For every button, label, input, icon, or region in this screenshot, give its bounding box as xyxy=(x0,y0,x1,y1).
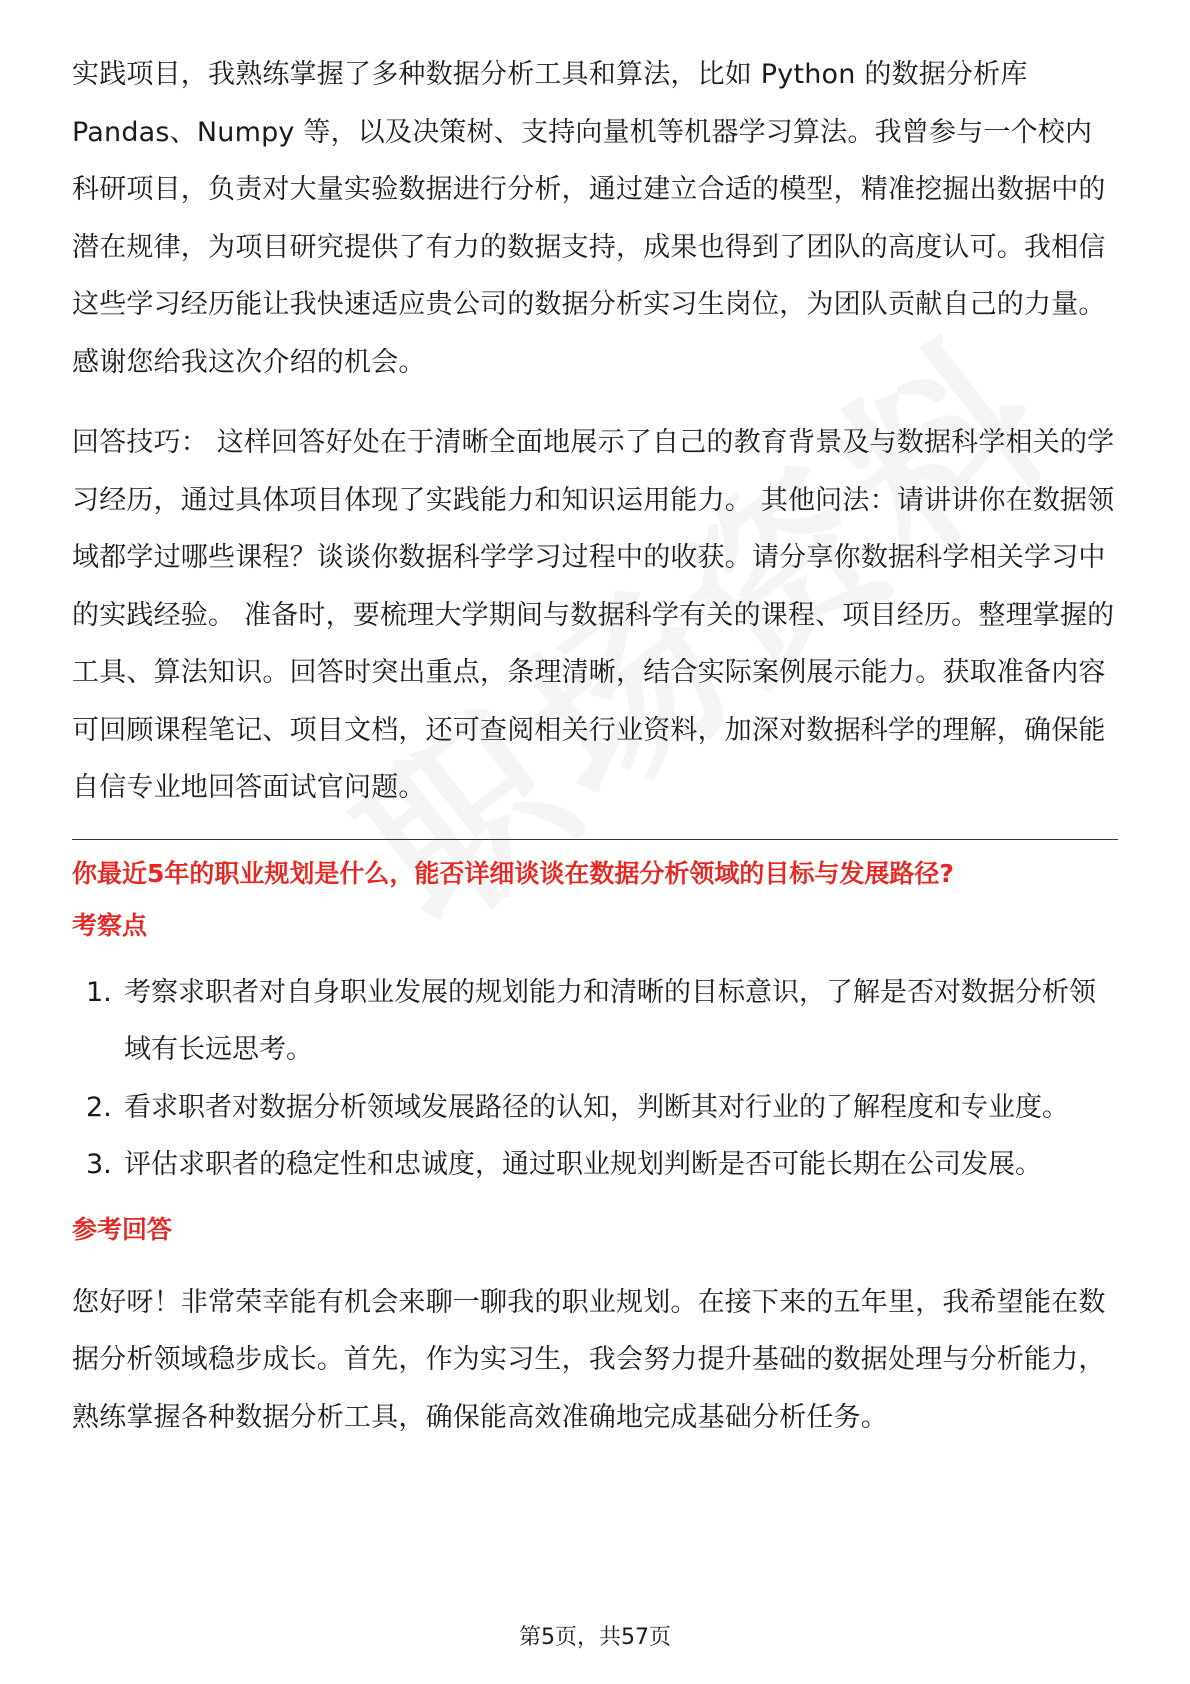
list-item xyxy=(72,1136,1118,1194)
list-item-text: 评估求职者的稳定性和忠诚度，通过职业规划判断是否可能长期在公司发展。 xyxy=(124,1149,1042,1180)
document-page xyxy=(72,46,1118,1446)
reference-answer-paragraph: 您好呀！非常荣幸能有机会来聊一聊我的职业规划。在接下来的五年里，我希望能在数据分析领域稳步成长。首先，作为实习生，我会努力提升基础的数据处理与分析能力，熟练掌握各种数据分析工具，确保能高效准确地完成基础分析任务。 xyxy=(72,1286,1106,1433)
list-item-number: 2. xyxy=(86,1091,112,1123)
list-item-text: 考察求职者对自身职业发展的规划能力和清晰的目标意识，了解是否对数据分析领域有长远思考。 xyxy=(124,976,1096,1065)
list-item-number: 1. xyxy=(86,976,112,1008)
section-divider xyxy=(72,839,1118,840)
assessment-heading: 考察点 xyxy=(72,910,148,940)
list-item-text: 看求职者对数据分析领域发展路径的认知，判断其对行业的了解程度和专业度。 xyxy=(124,1091,1069,1123)
reference-answer-heading: 参考回答 xyxy=(72,1214,173,1244)
assessment-points-list xyxy=(72,964,1118,1194)
list-item-number: 3. xyxy=(86,1149,112,1180)
list-item xyxy=(72,964,1118,1079)
list-item xyxy=(72,1079,1118,1137)
intro-paragraph: 实践项目，我熟练掌握了多种数据分析工具和算法，比如 Python 的数据分析库 Pandas、Numpy 等，以及决策树、支持向量机等机器学习算法。我曾参与一个校内科研项目，负责对大量实验数据进行分析，通过建立合适的模型，精准挖掘出数据中的潜在规律，为项目研究提供了有力的数据支持，成果也得到了团队的高度认可。我相信这些学习经历能让我快速适应贵公司的数据分析实习生岗位，为团队贡献自己的力量。感谢您给我这次介绍的机会。 xyxy=(72,59,1106,378)
question-title: 你最近5年的职业规划是什么，能否详细谈谈在数据分析领域的目标与发展路径? xyxy=(72,858,954,888)
answer-tips-paragraph: 回答技巧： 这样回答好处在于清晰全面地展示了自己的教育背景及与数据科学相关的学习经历，通过具体项目体现了实践能力和知识运用能力。 其他问法：请讲讲你在数据领域都学过哪些课程？谈谈你数据科学学习过程中的收获。请分享你数据科学相关学习中的实践经验。 准备时，要梳理大学期间与数据科学有关的课程、项目经历。整理掌握的工具、算法知识。回答时突出重点，条理清晰，结合实际案例展示能力。获取准备内容可回顾课程笔记、项目文档，还可查阅相关行业资料，加深对数据科学的理解，确保能自信专业地回答面试官问题。 xyxy=(72,427,1115,803)
page-number: 第5页，共57页 xyxy=(519,1625,671,1650)
